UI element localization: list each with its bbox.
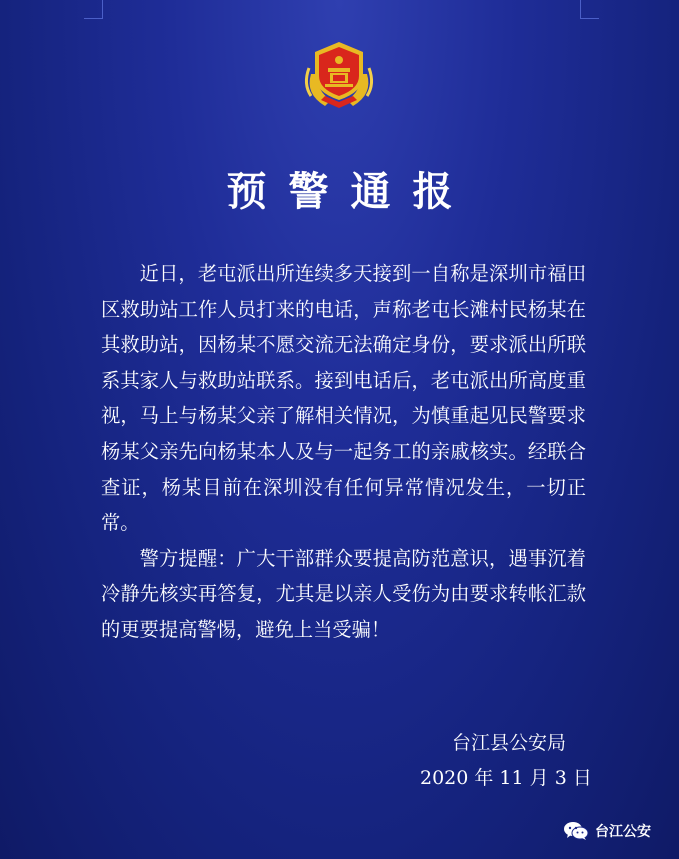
wechat-icon (563, 821, 589, 841)
page-title: 预警通报 (226, 168, 475, 215)
notice-body (101, 256, 586, 648)
signature-organization: 台江县公安局 (452, 732, 567, 754)
account-name: 台江公安 (595, 824, 651, 840)
paragraph-incident: 近日，老屯派出所连续多天接到一自称是深圳市福田区救助站工作人员打来的电话，声称老屯长滩村民杨某在其救助站，因杨某不愿交流无法确定身份，要求派出所联系其家人与救助站联系。接到电话后，老屯派出所高度重视，马上与杨某父亲了解相关情况，为慎重起见民警要求杨某父亲先向杨某本人及与一起务工的亲戚核实。经联合查证，杨某目前在深圳没有任何异常情况发生，一切正常。 (101, 262, 586, 535)
corner-mark-right (580, 0, 599, 19)
account-watermark (563, 820, 651, 842)
paragraph-reminder: 警方提醒：广大干部群众要提高防范意识，遇事沉着冷静先核实再答复，尤其是以亲人受伤为由要求转帐汇款的更要提高警惕，避免上当受骗！ (101, 546, 586, 641)
police-emblem-icon (301, 38, 377, 110)
corner-mark-left (84, 0, 103, 19)
signature-date: 2020 年 11 月 3 日 (420, 767, 592, 789)
